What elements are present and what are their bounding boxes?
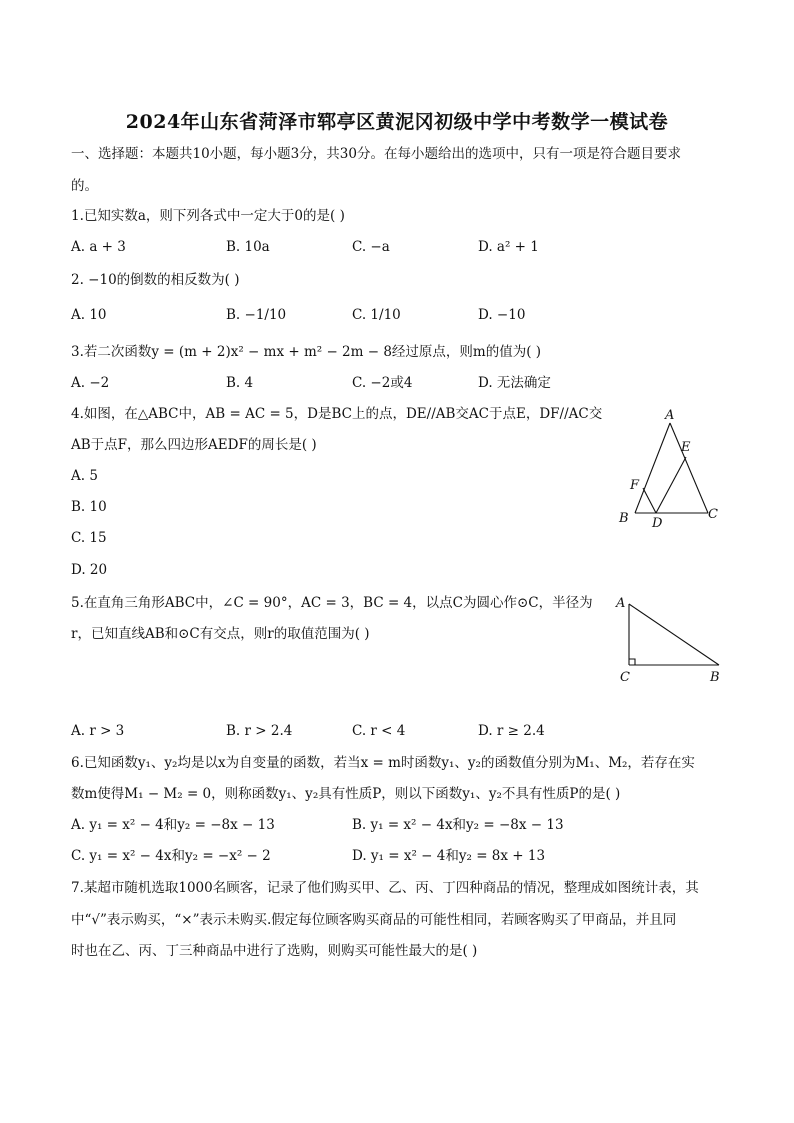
q1-option-c: C. −a xyxy=(352,239,390,255)
question-5-stem-line-1: 5.在直角三角形ABC中，∠C = 90°，AC = 3，BC = 4，以点C为圆心作⊙C，半径为 xyxy=(71,595,593,611)
question-6-stem-line-2: 数m使得M₁ − M₂ = 0，则称函数y₁、y₂具有性质P，则以下函数y₁、y₂不具有性质P的是( ) xyxy=(71,786,621,802)
q1-option-b: B. 10a xyxy=(226,239,270,255)
q5-option-b: B. r > 2.4 xyxy=(226,723,293,739)
q5-option-a: A. r > 3 xyxy=(71,723,125,739)
q3-option-a: A. −2 xyxy=(71,375,110,391)
q4-option-d: D. 20 xyxy=(71,562,108,578)
label-c: C xyxy=(620,670,630,685)
q6-option-a: A. y₁ = x² − 4和y₂ = −8x − 13 xyxy=(71,817,275,833)
segment-de xyxy=(656,457,686,513)
q6-option-b: B. y₁ = x² − 4x和y₂ = −8x − 13 xyxy=(352,817,564,833)
right-triangle-figure-q5 xyxy=(612,592,732,687)
section-heading-line-2: 的。 xyxy=(71,178,98,194)
q5-option-c: C. r < 4 xyxy=(352,723,406,739)
segment-ac xyxy=(670,423,708,513)
q2-option-a: A. 10 xyxy=(71,307,107,323)
q2-option-b: B. −1/10 xyxy=(226,307,287,323)
q4-option-c: C. 15 xyxy=(71,530,107,546)
section-heading-line-1: 一、选择题：本题共10小题，每小题3分，共30分。在每小题给出的选项中，只有一项是符合题目要求 xyxy=(71,146,681,162)
q1-option-d: D. a² + 1 xyxy=(478,239,539,255)
question-6-stem-line-1: 6.已知函数y₁、y₂均是以x为自变量的函数，若当x = m时函数y₁、y₂的函数值分别为M₁、M₂，若存在实 xyxy=(71,755,695,771)
q6-option-d: D. y₁ = x² − 4和y₂ = 8x + 13 xyxy=(352,848,546,864)
q2-option-c: C. 1/10 xyxy=(352,307,401,323)
triangle-figure-q4 xyxy=(610,405,730,530)
segment-ab xyxy=(635,423,670,513)
q3-option-d: D. 无法确定 xyxy=(478,375,551,391)
question-7-stem-line-3: 时也在乙、丙、丁三种商品中进行了选购，则购买可能性最大的是( ) xyxy=(71,943,478,959)
question-4-stem-line-1: 4.如图，在△ABC中，AB = AC = 5，D是BC上的点，DE//AB交AC于点E，DF//AC交 xyxy=(71,406,603,422)
q3-option-b: B. 4 xyxy=(226,375,254,391)
question-7-stem-line-1: 7.某超市随机选取1000名顾客，记录了他们购买甲、乙、丙、丁四种商品的情况，整理成如图统计表，其 xyxy=(71,880,699,896)
question-7-stem-line-2: 中“√”表示购买，“×”表示未购买.假定每位顾客购买商品的可能性相同，若顾客购买了甲商品，并且同 xyxy=(71,912,677,928)
q4-option-b: B. 10 xyxy=(71,499,107,515)
question-4-stem-line-2: AB于点F，那么四边形AEDF的周长是( ) xyxy=(71,437,317,453)
q4-option-a: A. 5 xyxy=(71,468,98,484)
segment-ab xyxy=(629,604,719,665)
question-1-stem: 1.已知实数a，则下列各式中一定大于0的是( ) xyxy=(71,208,345,224)
label-a: A xyxy=(665,408,675,423)
right-angle-mark xyxy=(629,659,635,665)
label-e: E xyxy=(681,440,691,455)
q1-option-a: A. a + 3 xyxy=(71,239,126,255)
q6-option-c: C. y₁ = x² − 4x和y₂ = −x² − 2 xyxy=(71,848,271,864)
q3-option-c: C. −2或4 xyxy=(352,375,413,391)
label-c: C xyxy=(708,507,718,522)
label-b: B xyxy=(619,511,629,526)
label-d: D xyxy=(652,516,663,531)
q2-option-d: D. −10 xyxy=(478,307,526,323)
label-b: B xyxy=(710,670,720,685)
question-5-stem-line-2: r，已知直线AB和⊙C有交点，则r的取值范围为( ) xyxy=(71,626,370,642)
page-title: 2024年山东省菏泽市郓亭区黄泥冈初级中学中考数学一模试卷 xyxy=(125,111,669,133)
question-3-stem: 3.若二次函数y = (m + 2)x² − mx + m² − 2m − 8经过原点，则m的值为( ) xyxy=(71,344,542,360)
label-a: A xyxy=(616,596,626,611)
question-2-stem: 2. −10的倒数的相反数为( ) xyxy=(71,272,240,288)
segment-df xyxy=(643,488,656,513)
q5-option-d: D. r ≥ 2.4 xyxy=(478,723,545,739)
label-f: F xyxy=(630,478,640,493)
